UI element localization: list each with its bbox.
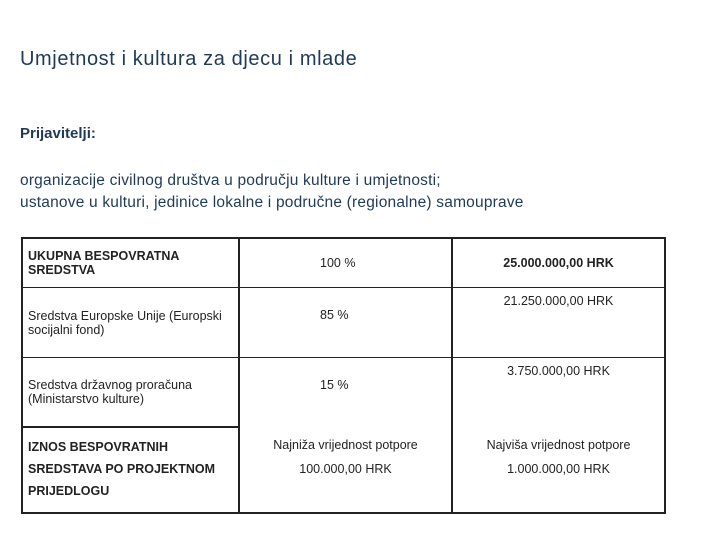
state-percent: 15 %: [239, 358, 452, 427]
eu-label: Sredstva Europske Unije (Europski socijalni fond): [22, 288, 239, 358]
eu-amount: 21.250.000,00 HRK: [452, 288, 665, 358]
max-support-label: Najviša vrijednost potpore: [486, 438, 631, 452]
table-row-state: [22, 358, 665, 427]
min-support-value: 100.000,00 HRK: [299, 462, 392, 476]
applicants-description: [20, 170, 524, 214]
applicants-heading: Prijavitelji:: [20, 125, 96, 142]
total-amount: 25.000.000,00 HRK: [452, 238, 665, 288]
min-support-cell: [239, 427, 452, 513]
table-row-support: [22, 427, 665, 513]
table-row-total: [22, 238, 665, 288]
max-support-cell: [452, 427, 665, 513]
applicants-line: ustanove u kulturi, jedinice lokalne i područne (regionalne) samouprave: [20, 194, 524, 211]
funding-table: [21, 237, 666, 514]
eu-percent: 85 %: [239, 288, 452, 358]
state-label: Sredstva državnog proračuna (Ministarstvo kulture): [22, 358, 239, 427]
total-percent: 100 %: [239, 238, 452, 288]
table-row-eu: [22, 288, 665, 358]
page-title: Umjetnost i kultura za djecu i mlade: [20, 48, 358, 70]
min-support-label: Najniža vrijednost potpore: [273, 438, 418, 452]
state-amount: 3.750.000,00 HRK: [452, 358, 665, 427]
support-label: IZNOS BESPOVRATNIH SREDSTAVA PO PROJEKTNOM PRIJEDLOGU: [22, 427, 239, 513]
max-support-value: 1.000.000,00 HRK: [507, 462, 610, 476]
total-label: UKUPNA BESPOVRATNA SREDSTVA: [22, 238, 239, 288]
applicants-line: organizacije civilnog društva u području kulture i umjetnosti;: [20, 172, 441, 189]
